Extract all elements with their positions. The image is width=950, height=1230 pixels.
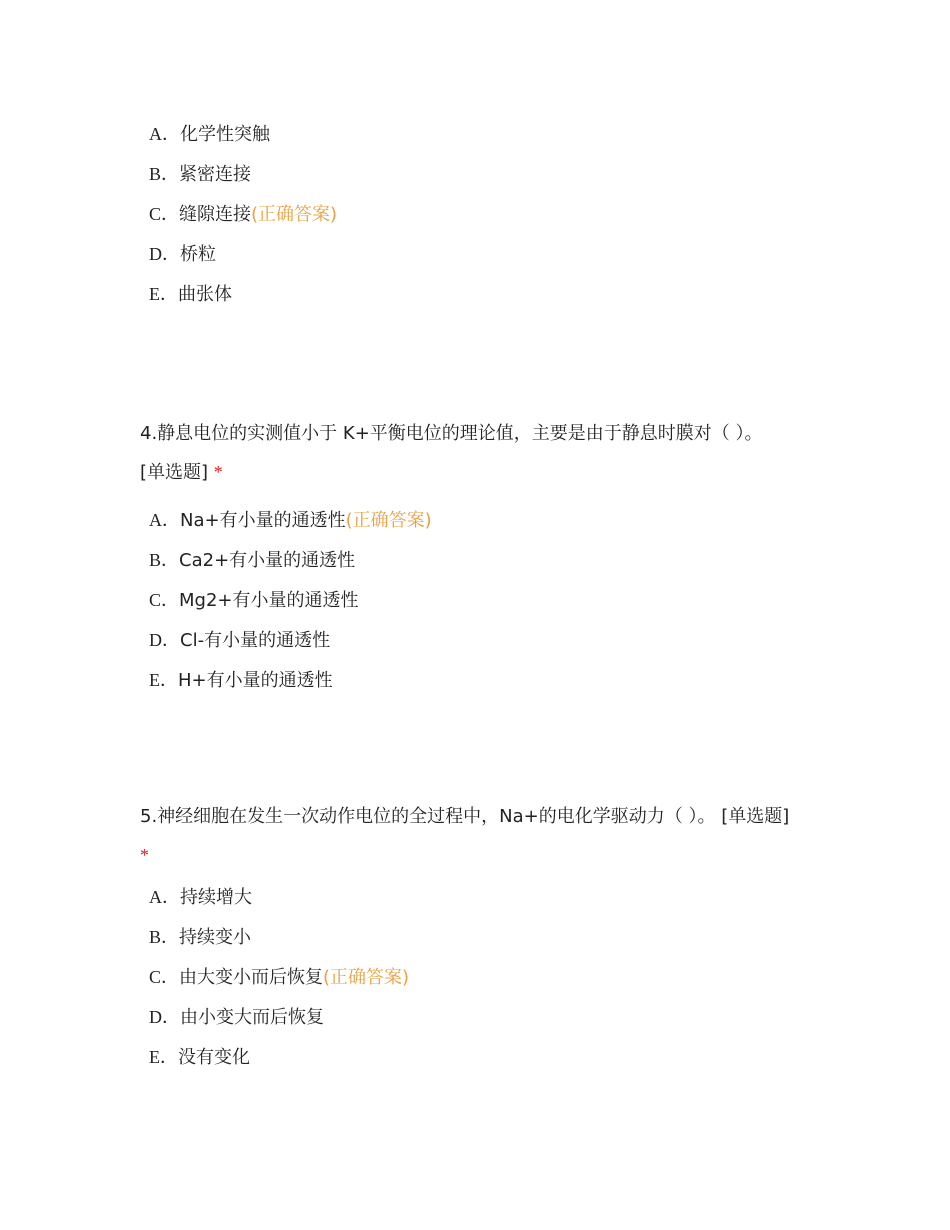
option-q4-e[interactable] [149, 660, 810, 700]
option-letter: A． [149, 887, 180, 907]
question-title-text: 4.静息电位的实测值小于 K+平衡电位的理论值，主要是由于静息时膜对（ ）。 [140, 423, 763, 444]
option-q3-d[interactable] [149, 234, 810, 274]
question-5 [140, 798, 810, 1077]
option-q5-a[interactable] [149, 877, 810, 917]
option-q3-b[interactable] [149, 154, 810, 194]
correct-answer-tag: (正确答案) [323, 967, 410, 988]
option-q4-a[interactable] [149, 500, 810, 540]
option-q4-c[interactable] [149, 580, 810, 620]
option-letter: A． [149, 510, 180, 530]
required-marker: * [213, 462, 223, 482]
option-text: 曲张体 [178, 284, 232, 305]
option-letter: B． [149, 927, 180, 947]
option-q4-d[interactable] [149, 620, 810, 660]
required-marker: * [140, 845, 149, 865]
option-text: Na+有小量的通透性 [180, 510, 346, 531]
option-letter: E． [149, 670, 178, 690]
option-text: Ca2+有小量的通透性 [179, 550, 356, 571]
option-letter: C． [149, 204, 180, 224]
option-q5-d[interactable] [149, 997, 810, 1037]
option-text: 紧密连接 [179, 164, 252, 185]
question-type-label: [单选题] [721, 806, 790, 827]
option-text: 由小变大而后恢复 [180, 1007, 324, 1028]
option-text: Cl-有小量的通透性 [180, 630, 331, 651]
option-text: 没有变化 [178, 1047, 250, 1068]
option-letter: E． [149, 1047, 178, 1067]
option-text: 由大变小而后恢复 [179, 967, 324, 988]
option-letter: D． [149, 1007, 180, 1027]
question-4-options [140, 500, 810, 700]
question-5-options [140, 877, 810, 1077]
option-q5-e[interactable] [149, 1037, 810, 1077]
option-text: 缝隙连接 [179, 204, 252, 225]
option-q5-b[interactable] [149, 917, 810, 957]
option-text: H+有小量的通透性 [178, 670, 333, 691]
question-5-title [140, 798, 810, 875]
correct-answer-tag: (正确答案) [345, 510, 432, 531]
option-text: 桥粒 [180, 244, 216, 265]
option-text: 持续变小 [179, 927, 252, 948]
correct-answer-tag: (正确答案) [251, 204, 338, 225]
option-text: 持续增大 [180, 887, 252, 908]
option-q3-a[interactable] [149, 114, 810, 154]
option-letter: B． [149, 164, 180, 184]
option-q3-e[interactable] [149, 274, 810, 314]
question-type-label: [单选题] [140, 462, 209, 483]
option-letter: D． [149, 244, 180, 264]
option-text: 化学性突触 [180, 124, 270, 145]
option-text: Mg2+有小量的通透性 [179, 590, 359, 611]
question-4-title [140, 415, 810, 492]
question-3-options [140, 114, 810, 314]
question-title-text: 5.神经细胞在发生一次动作电位的全过程中，Na+的电化学驱动力（ ）。 [140, 806, 716, 827]
option-letter: D． [149, 630, 180, 650]
option-letter: E． [149, 284, 178, 304]
option-letter: B． [149, 550, 180, 570]
question-4 [140, 415, 810, 700]
question-3 [140, 114, 810, 314]
option-letter: C． [149, 590, 180, 610]
option-q5-c[interactable] [149, 957, 810, 997]
option-letter: A． [149, 124, 180, 144]
option-letter: C． [149, 967, 180, 987]
option-q4-b[interactable] [149, 540, 810, 580]
option-q3-c[interactable] [149, 194, 810, 234]
